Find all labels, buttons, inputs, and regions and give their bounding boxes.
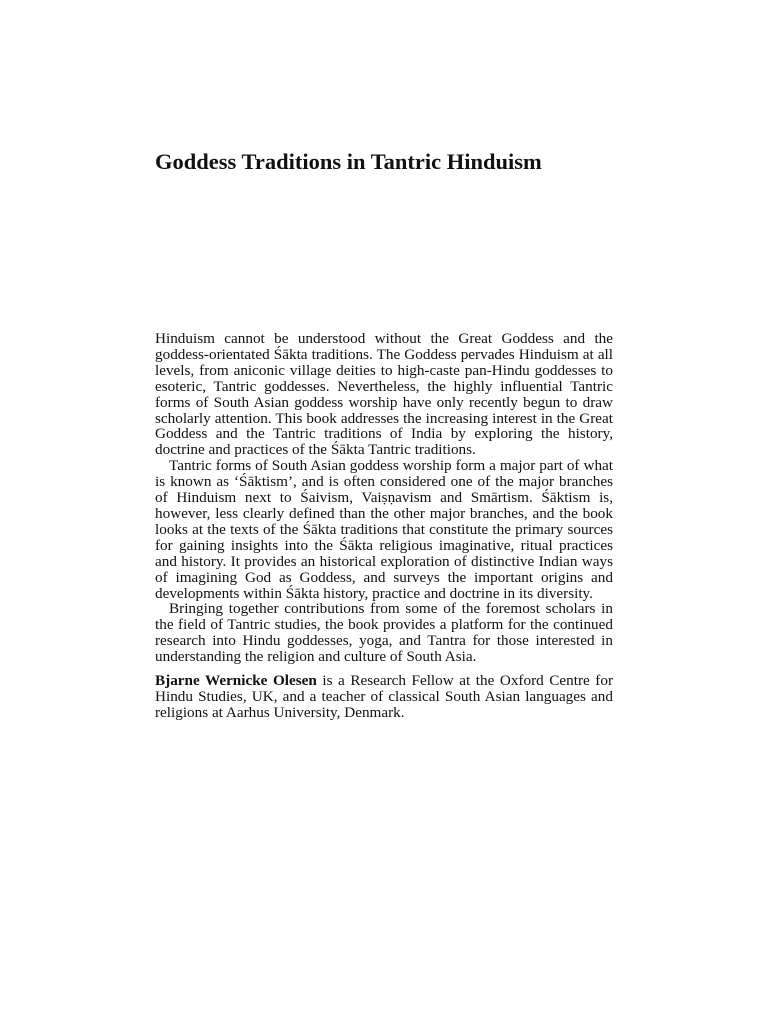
description-paragraph-3: Bringing together contributions from some of the foremost scholars in the field of Tantric studies, the book provides a platform for the continued research into Hindu goddesses, yoga, and Tantra for those interested in understanding the religion and culture of South Asia. bbox=[155, 600, 613, 666]
description-paragraph-1: Hinduism cannot be understood without the Great Goddess and the goddess-orientated Śākta traditions. The Goddess pervades Hinduism at all levels, from aniconic village deities to high-caste pan-Hindu goddesses to esoteric, Tantric goddesses. Nevertheless, the highly influential Tantric forms of South Asian goddess worship have only recently begun to draw scholarly attention. This book addresses the increasing interest in the Great Goddess and the Tantric traditions of India by exploring the history, doctrine and practices of the Śākta Tantric traditions. bbox=[155, 330, 613, 459]
author-bio-text: is a Research Fellow at the Oxford Centre for Hindu Studies, UK, and a teacher of classical South Asian languages and religions at Aarhus University, Denmark. bbox=[155, 672, 613, 721]
book-title: Goddess Traditions in Tantric Hinduism bbox=[155, 149, 542, 174]
description-paragraph-2: Tantric forms of South Asian goddess worship form a major part of what is known as ‘Śāktism’, and is often considered one of the major branches of Hinduism next to Śaivism, Vaiṣṇavism and Smārtism. Śāktism is, however, less clearly defined than the other major branches, and the book looks at the texts of the Śākta traditions that constitute the primary sources for gaining insights into the Śākta religious imaginative, ritual practices and history. It provides an historical exploration of distinctive Indian ways of imagining God as Goddess, and surveys the important origins and developments within Śākta history, practice and doctrine in its diversity. bbox=[155, 457, 613, 602]
author-name: Bjarne Wernicke Olesen bbox=[155, 672, 317, 689]
book-description bbox=[155, 331, 613, 665]
author-bio bbox=[155, 673, 613, 721]
